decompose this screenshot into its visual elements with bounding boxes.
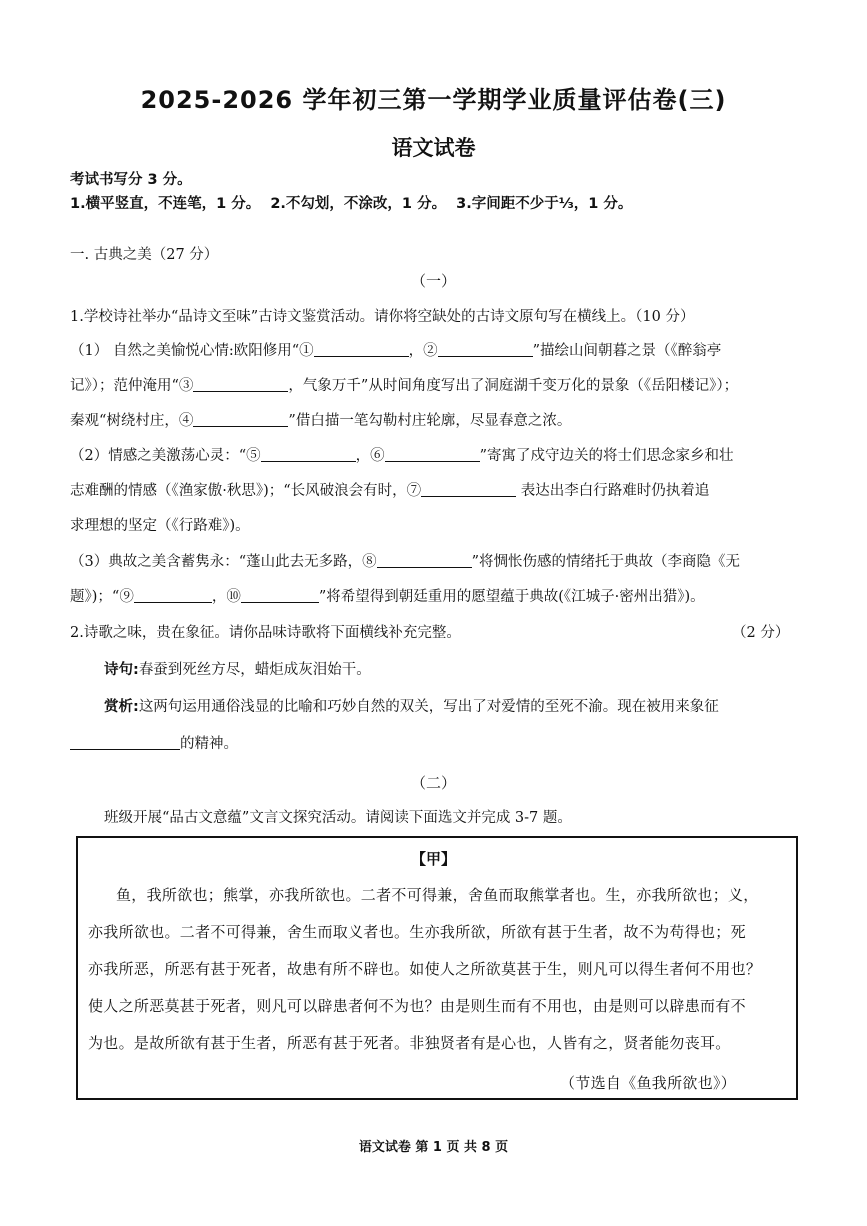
poem-label: 诗句: <box>104 662 139 678</box>
analysis-line <box>104 695 719 716</box>
answer-blank-6[interactable] <box>385 447 480 462</box>
text: ，② <box>408 343 438 359</box>
answer-blank-9[interactable] <box>134 588 212 603</box>
answer-blank-q2[interactable] <box>70 735 180 750</box>
section-heading: 一. 古典之美（27 分） <box>70 247 219 263</box>
passage-line: 亦我所欲也。二者不可得兼，舍生而取义者也。生亦我所欲，所欲有甚于生者，故不为苟得也；死 <box>88 923 746 941</box>
text: 记》）；范仲淹用“③ <box>70 378 194 394</box>
passage-line: 鱼，我所欲也；熊掌，亦我所欲也。二者不可得兼，舍鱼而取熊掌者也。生，亦我所欲也；义， <box>116 886 759 904</box>
answer-blank-7[interactable] <box>421 482 516 497</box>
text: 志难酬的情感（《渔家傲·秋思》)；“长风破浪会有时，⑦ <box>70 483 422 499</box>
text: ”描绘山间朝暮之景（《醉翁亭 <box>532 343 722 359</box>
text: 表达出李白行路难时仍执着追 <box>516 483 710 499</box>
text: 题》)；“⑨ <box>70 589 134 605</box>
text: （2）情感之美激荡心灵：“⑤ <box>70 448 261 464</box>
text: ，⑩ <box>211 589 241 605</box>
passage-label: 【甲】 <box>410 850 456 868</box>
answer-blank-10[interactable] <box>241 588 319 603</box>
text: （3）典故之美含蓄隽永：“蓬山此去无多路，⑧ <box>70 554 377 570</box>
part2-label: （二） <box>410 774 456 792</box>
answer-blank-5[interactable] <box>261 447 356 462</box>
writing-note-title: 考试书写分 3 分。 <box>70 172 192 188</box>
part2-intro: 班级开展“品古文意蕴”文言文探究活动。请阅读下面选文并完成 3-7 题。 <box>104 810 572 826</box>
question-1-2-line3: 求理想的坚定（《行路难》)。 <box>70 518 250 534</box>
passage-line: 使人之所恶莫甚于死者，则凡可以辟患者何不为也？由是则生而有不用也，由是则可以辟患而有不 <box>88 997 746 1015</box>
text: ，气象万千”从时间角度写出了洞庭湖千变万化的景象（《岳阳楼记》）； <box>288 378 739 394</box>
text: ”寄寓了戍守边关的将士们思念家乡和壮 <box>479 448 734 464</box>
text: ”将希望得到朝廷重用的愿望蕴于典故(《江城子·密州出猎》)。 <box>318 589 705 605</box>
answer-blank-3[interactable] <box>193 377 288 392</box>
passage-line: 亦我所恶，所恶有甚于死者，故患有所不辟也。如使人之所欲莫甚于生，则凡可以得生者何不用也？ <box>88 960 762 978</box>
answer-blank-4[interactable] <box>193 412 288 427</box>
question-1-2-line1 <box>70 444 734 465</box>
answer-blank-1[interactable] <box>314 342 409 357</box>
analysis-blank-line <box>70 732 238 753</box>
poem-text: 春蚕到死丝方尽，蜡炬成灰泪始干。 <box>138 662 371 678</box>
question-1-3-line1 <box>70 550 740 571</box>
answer-blank-8[interactable] <box>377 553 472 568</box>
question-1-1-line3 <box>70 409 571 430</box>
exam-title: 2025-2026 学年初三第一学期学业质量评估卷(三) <box>140 86 727 114</box>
exam-subtitle: 语文试卷 <box>391 136 476 160</box>
question-1-1-line2 <box>70 374 738 395</box>
page-footer: 语文试卷 第 1 页 共 8 页 <box>358 1140 509 1155</box>
text: 秦观“树绕村庄，④ <box>70 413 194 429</box>
poem-line <box>104 658 371 679</box>
text: ，⑥ <box>355 448 385 464</box>
question-2-score: （2 分） <box>732 625 790 641</box>
text: ”将惆怅伤感的情绪托于典故（李商隐《无 <box>471 554 741 570</box>
question-1-1-line1 <box>70 339 721 360</box>
answer-blank-2[interactable] <box>438 342 533 357</box>
question-1-2-line2 <box>70 479 709 500</box>
text: ”借白描一笔勾勒村庄轮廓，尽显春意之浓。 <box>288 413 572 429</box>
question-1-intro: 1.学校诗社举办“品诗文至味”古诗文鉴赏活动。请你将空缺处的古诗文原句写在横线上。（10 分） <box>70 309 695 325</box>
analysis-label: 赏析: <box>104 699 139 715</box>
writing-note-rules: 1.横平竖直，不连笔，1 分。 2.不勾划，不涂改，1 分。 3.字间距不少于⅓，1 分。 <box>70 196 633 212</box>
text: （1） 自然之美愉悦心情:欧阳修用“① <box>70 343 314 359</box>
analysis-text: 这两句运用通俗浅显的比喻和巧妙自然的双关，写出了对爱情的至死不渝。现在被用来象征 <box>138 699 719 715</box>
question-1-3-line2 <box>70 585 705 606</box>
part1-label: （一） <box>410 272 456 290</box>
text: 的精神。 <box>180 736 238 752</box>
question-2-intro: 2.诗歌之味，贵在象征。请你品味诗歌将下面横线补充完整。 <box>70 625 461 641</box>
passage-line: 为也。是故所欲有甚于生者，所恶有甚于死者。非独贤者有是心也，人皆有之，贤者能勿丧耳。 <box>88 1034 731 1052</box>
passage-source: （节选自《鱼我所欲也》） <box>560 1074 737 1092</box>
